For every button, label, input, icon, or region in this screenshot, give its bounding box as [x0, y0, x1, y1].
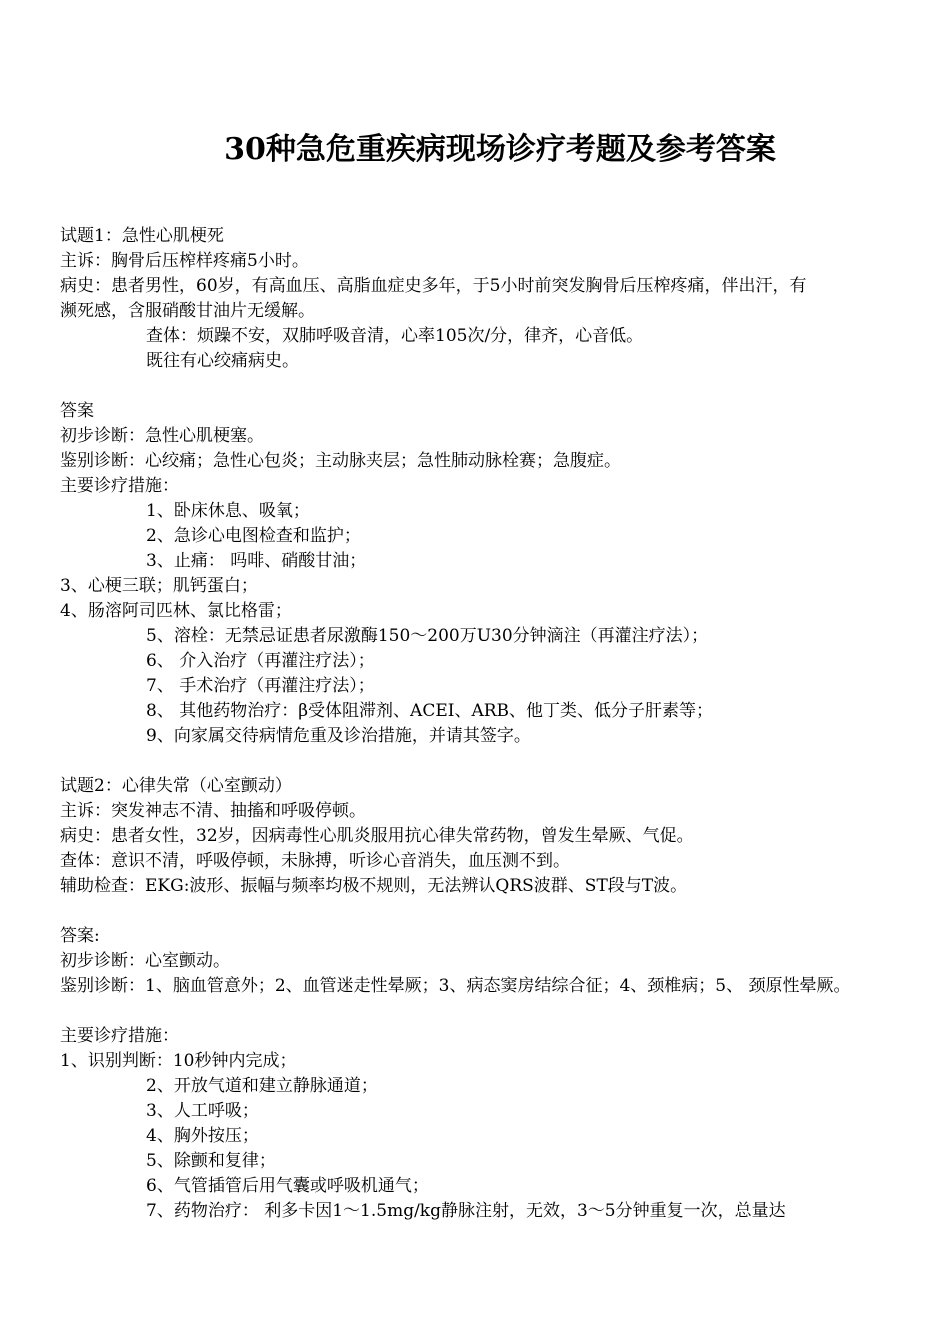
- q1-diagnosis: 初步诊断：急性心肌梗塞。: [60, 426, 264, 446]
- q2-measure-6: 6、气管插管后用气囊或呼吸机通气；: [146, 1176, 429, 1196]
- q2-measure-7: 7、药物治疗： 利多卡因1～1.5mg/kg静脉注射，无效，3～5分钟重复一次，总量达: [146, 1201, 786, 1221]
- q2-exam: 查体：意识不清，呼吸停顿，未脉搏，听诊心音消失，血压测不到。: [60, 851, 570, 871]
- q2-measures-label: 主要诊疗措施：: [60, 1026, 179, 1046]
- document-body: [60, 224, 950, 1224]
- spacer: [60, 749, 950, 774]
- q1-history-line-1: 病史：患者男性，60岁，有高血压、高脂血症史多年，于5小时前突发胸骨后压榨疼痛，伴出汗，有: [60, 276, 807, 296]
- q2-measure-3: 3、人工呼吸；: [146, 1101, 259, 1121]
- q1-differential: 鉴别诊断：心绞痛；急性心包炎；主动脉夹层；急性肺动脉栓赛；急腹症。: [60, 451, 621, 471]
- q2-measure-4: 4、胸外按压；: [146, 1126, 259, 1146]
- q1-answer-label: 答案: [60, 401, 94, 421]
- q1-measure-4: 4、肠溶阿司匹林、氯比格雷；: [60, 601, 292, 621]
- spacer: [60, 374, 950, 399]
- q1-measure-3b: 3、心梗三联；肌钙蛋白；: [60, 576, 258, 596]
- q2-heading: 试题2：心律失常（心室颤动）: [60, 776, 292, 796]
- spacer: [60, 899, 950, 924]
- q2-history: 病史：患者女性，32岁，因病毒性心肌炎服用抗心律失常药物，曾发生晕厥、气促。: [60, 826, 694, 846]
- q1-measure-7: 7、 手术治疗（再灌注疗法）；: [146, 676, 375, 696]
- q1-measure-3: 3、止痛： 吗啡、硝酸甘油；: [146, 551, 367, 571]
- q2-measure-5: 5、除颤和复律；: [146, 1151, 276, 1171]
- q1-history-line-2: 濒死感，含服硝酸甘油片无缓解。: [60, 301, 315, 321]
- q1-measure-5: 5、溶栓：无禁忌证患者尿激酶150～200万U30分钟滴注（再灌注疗法）；: [146, 626, 709, 646]
- q2-measure-2: 2、开放气道和建立静脉通道；: [146, 1076, 378, 1096]
- q1-measure-9: 9、向家属交待病情危重及诊治措施，并请其签字。: [146, 726, 531, 746]
- q1-measure-2: 2、急诊心电图检查和监护；: [146, 526, 361, 546]
- q2-measure-1: 1、识别判断：10秒钟内完成；: [60, 1051, 297, 1071]
- q1-heading: 试题1：急性心肌梗死: [60, 226, 224, 246]
- q1-complaint: 主诉：胸骨后压榨样疼痛5小时。: [60, 251, 309, 271]
- document-title: 30种急危重疾病现场诊疗考题及参考答案: [224, 132, 776, 167]
- q2-diagnosis: 初步诊断：心室颤动。: [60, 951, 230, 971]
- q1-measure-1: 1、卧床休息、吸氧；: [146, 501, 310, 521]
- q1-exam: 查体：烦躁不安，双肺呼吸音清，心率105次/分，律齐，心音低。: [146, 326, 644, 346]
- q1-past-history: 既往有心绞痛病史。: [146, 351, 299, 371]
- q2-differential: 鉴别诊断：1、脑血管意外；2、血管迷走性晕厥；3、病态窦房结综合征；4、颈椎病；5、 颈原性晕厥。: [60, 976, 851, 996]
- q2-answer-label: 答案:: [60, 926, 100, 946]
- q1-measure-6: 6、 介入治疗（再灌注疗法）；: [146, 651, 375, 671]
- q1-measure-8: 8、 其他药物治疗：β受体阻滞剂、ACEI、ARB、他丁类、低分子肝素等；: [146, 701, 714, 721]
- spacer: [60, 999, 950, 1024]
- q2-auxiliary-exam: 辅助检查：EKG:波形、振幅与频率均极不规则，无法辨认QRS波群、ST段与T波。: [60, 876, 688, 896]
- q2-complaint: 主诉：突发神志不清、抽搐和呼吸停顿。: [60, 801, 366, 821]
- q1-measures-label: 主要诊疗措施：: [60, 476, 179, 496]
